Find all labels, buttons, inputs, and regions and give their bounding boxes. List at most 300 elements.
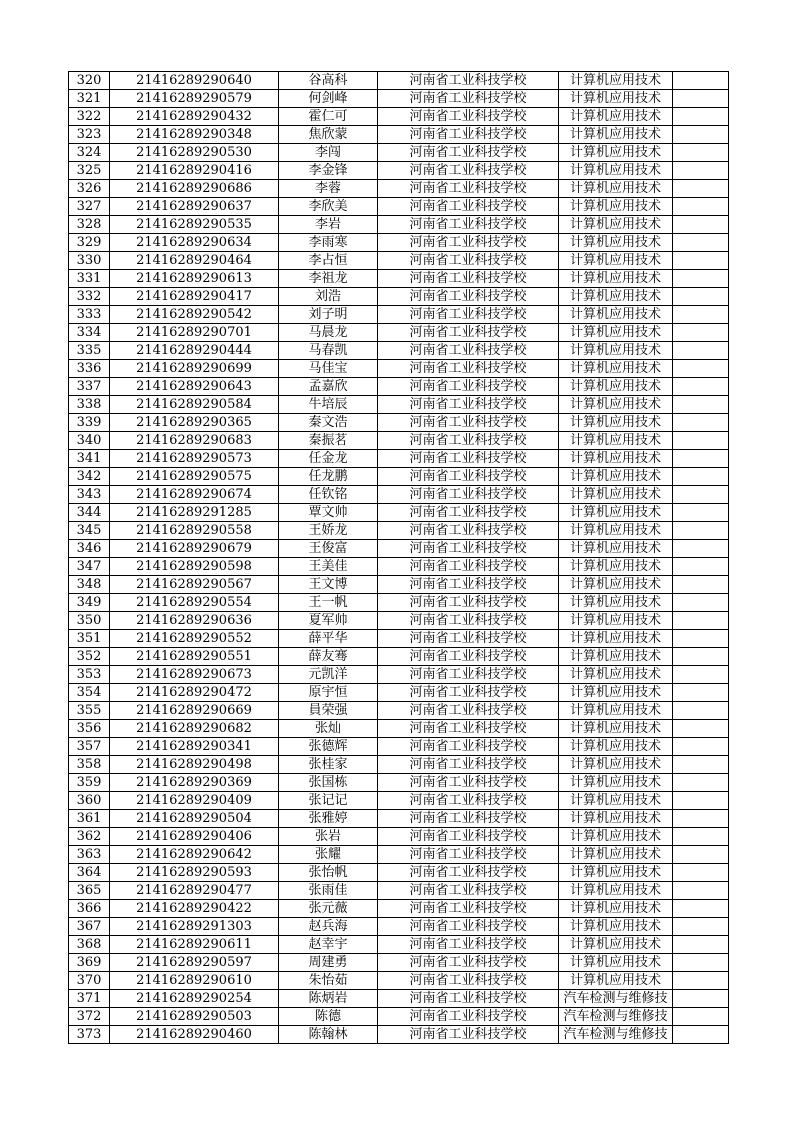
student-id: 21416289290579: [110, 90, 279, 108]
major-name: 计算机应用技术: [559, 378, 673, 396]
student-name: 王美佳: [279, 558, 378, 576]
extra-cell: [673, 252, 729, 270]
extra-cell: [673, 324, 729, 342]
student-name: 焦欣蒙: [279, 126, 378, 144]
extra-cell: [673, 1008, 729, 1026]
table-row: [69, 450, 729, 468]
student-name: 陈翰林: [279, 1026, 378, 1044]
student-id: 21416289291303: [110, 918, 279, 936]
row-number: 364: [69, 864, 110, 882]
table-row: [69, 558, 729, 576]
table-row: [69, 864, 729, 882]
major-name: 计算机应用技术: [559, 522, 673, 540]
student-id: 21416289290369: [110, 774, 279, 792]
extra-cell: [673, 432, 729, 450]
extra-cell: [673, 684, 729, 702]
table-row: [69, 252, 729, 270]
row-number: 331: [69, 270, 110, 288]
major-name: 计算机应用技术: [559, 828, 673, 846]
major-name: 计算机应用技术: [559, 234, 673, 252]
row-number: 336: [69, 360, 110, 378]
student-name: 刘浩: [279, 288, 378, 306]
row-number: 346: [69, 540, 110, 558]
student-name: 张记记: [279, 792, 378, 810]
school-name: 河南省工业科技学校: [378, 270, 559, 288]
row-number: 362: [69, 828, 110, 846]
student-name: 张德辉: [279, 738, 378, 756]
major-name: 计算机应用技术: [559, 450, 673, 468]
school-name: 河南省工业科技学校: [378, 72, 559, 90]
table-row: [69, 198, 729, 216]
row-number: 350: [69, 612, 110, 630]
school-name: 河南省工业科技学校: [378, 738, 559, 756]
table-row: [69, 378, 729, 396]
table-row: [69, 414, 729, 432]
student-name: 张耀: [279, 846, 378, 864]
school-name: 河南省工业科技学校: [378, 540, 559, 558]
student-id: 21416289290498: [110, 756, 279, 774]
extra-cell: [673, 306, 729, 324]
student-id: 21416289290686: [110, 180, 279, 198]
row-number: 339: [69, 414, 110, 432]
major-name: 计算机应用技术: [559, 810, 673, 828]
student-name: 覃文帅: [279, 504, 378, 522]
student-name: 赵幸宇: [279, 936, 378, 954]
student-id: 21416289290567: [110, 576, 279, 594]
school-name: 河南省工业科技学校: [378, 846, 559, 864]
school-name: 河南省工业科技学校: [378, 918, 559, 936]
table-row: [69, 432, 729, 450]
student-name: 李雨寒: [279, 234, 378, 252]
extra-cell: [673, 612, 729, 630]
student-name: 张怡帆: [279, 864, 378, 882]
major-name: 计算机应用技术: [559, 630, 673, 648]
table-row: [69, 918, 729, 936]
major-name: 计算机应用技术: [559, 342, 673, 360]
extra-cell: [673, 990, 729, 1008]
school-name: 河南省工业科技学校: [378, 576, 559, 594]
row-number: 349: [69, 594, 110, 612]
major-name: 计算机应用技术: [559, 612, 673, 630]
table-row: [69, 306, 729, 324]
table-row: [69, 792, 729, 810]
row-number: 326: [69, 180, 110, 198]
major-name: 计算机应用技术: [559, 126, 673, 144]
student-name: 何剑峰: [279, 90, 378, 108]
student-name: 薛平华: [279, 630, 378, 648]
extra-cell: [673, 90, 729, 108]
student-id: 21416289290643: [110, 378, 279, 396]
student-name: 薛友骞: [279, 648, 378, 666]
student-name: 李闯: [279, 144, 378, 162]
major-name: 计算机应用技术: [559, 702, 673, 720]
extra-cell: [673, 486, 729, 504]
student-name: 马晨龙: [279, 324, 378, 342]
student-id: 21416289290464: [110, 252, 279, 270]
student-id: 21416289290673: [110, 666, 279, 684]
major-name: 计算机应用技术: [559, 432, 673, 450]
extra-cell: [673, 1026, 729, 1044]
extra-cell: [673, 792, 729, 810]
student-id: 21416289290679: [110, 540, 279, 558]
school-name: 河南省工业科技学校: [378, 432, 559, 450]
student-name: 任金龙: [279, 450, 378, 468]
roster-table: [68, 71, 729, 1044]
table-row: [69, 108, 729, 126]
row-number: 342: [69, 468, 110, 486]
extra-cell: [673, 180, 729, 198]
student-id: 21416289290422: [110, 900, 279, 918]
row-number: 327: [69, 198, 110, 216]
major-name: 计算机应用技术: [559, 486, 673, 504]
extra-cell: [673, 864, 729, 882]
row-number: 329: [69, 234, 110, 252]
row-number: 348: [69, 576, 110, 594]
school-name: 河南省工业科技学校: [378, 756, 559, 774]
table-row: [69, 756, 729, 774]
school-name: 河南省工业科技学校: [378, 828, 559, 846]
student-name: 张桂家: [279, 756, 378, 774]
table-row: [69, 900, 729, 918]
student-name: 李占恒: [279, 252, 378, 270]
row-number: 321: [69, 90, 110, 108]
table-row: [69, 720, 729, 738]
major-name: 计算机应用技术: [559, 252, 673, 270]
student-id: 21416289290597: [110, 954, 279, 972]
extra-cell: [673, 522, 729, 540]
student-id: 21416289290554: [110, 594, 279, 612]
table-row: [69, 72, 729, 90]
extra-cell: [673, 630, 729, 648]
student-id: 21416289290552: [110, 630, 279, 648]
student-name: 张雅婷: [279, 810, 378, 828]
table-row: [69, 288, 729, 306]
row-number: 360: [69, 792, 110, 810]
extra-cell: [673, 900, 729, 918]
school-name: 河南省工业科技学校: [378, 522, 559, 540]
row-number: 365: [69, 882, 110, 900]
extra-cell: [673, 360, 729, 378]
row-number: 324: [69, 144, 110, 162]
student-id: 21416289290503: [110, 1008, 279, 1026]
school-name: 河南省工业科技学校: [378, 1026, 559, 1044]
table-row: [69, 540, 729, 558]
student-name: 王俊富: [279, 540, 378, 558]
student-id: 21416289290611: [110, 936, 279, 954]
row-number: 353: [69, 666, 110, 684]
extra-cell: [673, 648, 729, 666]
row-number: 330: [69, 252, 110, 270]
table-row: [69, 144, 729, 162]
school-name: 河南省工业科技学校: [378, 396, 559, 414]
school-name: 河南省工业科技学校: [378, 504, 559, 522]
row-number: 359: [69, 774, 110, 792]
student-id: 21416289290444: [110, 342, 279, 360]
major-name: 计算机应用技术: [559, 594, 673, 612]
school-name: 河南省工业科技学校: [378, 954, 559, 972]
student-name: 赵兵海: [279, 918, 378, 936]
school-name: 河南省工业科技学校: [378, 684, 559, 702]
table-row: [69, 828, 729, 846]
major-name: 计算机应用技术: [559, 108, 673, 126]
school-name: 河南省工业科技学校: [378, 900, 559, 918]
school-name: 河南省工业科技学校: [378, 774, 559, 792]
student-id: 21416289290530: [110, 144, 279, 162]
school-name: 河南省工业科技学校: [378, 792, 559, 810]
extra-cell: [673, 396, 729, 414]
table-row: [69, 846, 729, 864]
student-id: 21416289290636: [110, 612, 279, 630]
row-number: 352: [69, 648, 110, 666]
major-name: 计算机应用技术: [559, 504, 673, 522]
school-name: 河南省工业科技学校: [378, 180, 559, 198]
table-row: [69, 990, 729, 1008]
table-row: [69, 180, 729, 198]
major-name: 计算机应用技术: [559, 720, 673, 738]
student-name: 李蓉: [279, 180, 378, 198]
table-row: [69, 630, 729, 648]
student-id: 21416289290417: [110, 288, 279, 306]
student-name: 马春凯: [279, 342, 378, 360]
row-number: 334: [69, 324, 110, 342]
student-id: 21416289291285: [110, 504, 279, 522]
extra-cell: [673, 846, 729, 864]
school-name: 河南省工业科技学校: [378, 594, 559, 612]
extra-cell: [673, 882, 729, 900]
major-name: 计算机应用技术: [559, 396, 673, 414]
major-name: 计算机应用技术: [559, 90, 673, 108]
student-name: 朱怡茹: [279, 972, 378, 990]
student-name: 陈德: [279, 1008, 378, 1026]
student-id: 21416289290472: [110, 684, 279, 702]
row-number: 325: [69, 162, 110, 180]
table-row: [69, 684, 729, 702]
major-name: 计算机应用技术: [559, 414, 673, 432]
major-name: 计算机应用技术: [559, 288, 673, 306]
table-row: [69, 954, 729, 972]
student-id: 21416289290409: [110, 792, 279, 810]
student-name: 李岩: [279, 216, 378, 234]
school-name: 河南省工业科技学校: [378, 648, 559, 666]
student-name: 元凯洋: [279, 666, 378, 684]
row-number: 372: [69, 1008, 110, 1026]
major-name: 计算机应用技术: [559, 468, 673, 486]
student-id: 21416289290640: [110, 72, 279, 90]
extra-cell: [673, 450, 729, 468]
row-number: 367: [69, 918, 110, 936]
major-name: 汽车检测与维修技: [559, 1026, 673, 1044]
student-name: 秦振茗: [279, 432, 378, 450]
table-row: [69, 972, 729, 990]
student-id: 21416289290682: [110, 720, 279, 738]
row-number: 368: [69, 936, 110, 954]
extra-cell: [673, 270, 729, 288]
school-name: 河南省工业科技学校: [378, 936, 559, 954]
extra-cell: [673, 198, 729, 216]
extra-cell: [673, 936, 729, 954]
row-number: 335: [69, 342, 110, 360]
row-number: 338: [69, 396, 110, 414]
extra-cell: [673, 414, 729, 432]
row-number: 361: [69, 810, 110, 828]
major-name: 计算机应用技术: [559, 648, 673, 666]
major-name: 计算机应用技术: [559, 846, 673, 864]
student-id: 21416289290535: [110, 216, 279, 234]
major-name: 计算机应用技术: [559, 270, 673, 288]
student-name: 张元薇: [279, 900, 378, 918]
extra-cell: [673, 468, 729, 486]
student-id: 21416289290699: [110, 360, 279, 378]
student-name: 王一帆: [279, 594, 378, 612]
student-id: 21416289290642: [110, 846, 279, 864]
row-number: 333: [69, 306, 110, 324]
extra-cell: [673, 810, 729, 828]
student-name: 任钦铭: [279, 486, 378, 504]
school-name: 河南省工业科技学校: [378, 288, 559, 306]
student-id: 21416289290575: [110, 468, 279, 486]
student-id: 21416289290477: [110, 882, 279, 900]
student-id: 21416289290504: [110, 810, 279, 828]
extra-cell: [673, 72, 729, 90]
table-row: [69, 324, 729, 342]
major-name: 计算机应用技术: [559, 306, 673, 324]
school-name: 河南省工业科技学校: [378, 666, 559, 684]
student-name: 霍仁可: [279, 108, 378, 126]
student-name: 张岩: [279, 828, 378, 846]
row-number: 323: [69, 126, 110, 144]
student-name: 任龙鹏: [279, 468, 378, 486]
school-name: 河南省工业科技学校: [378, 630, 559, 648]
major-name: 计算机应用技术: [559, 198, 673, 216]
student-id: 21416289290348: [110, 126, 279, 144]
major-name: 计算机应用技术: [559, 864, 673, 882]
table-row: [69, 936, 729, 954]
student-name: 李欣美: [279, 198, 378, 216]
table-row: [69, 360, 729, 378]
table-row: [69, 522, 729, 540]
extra-cell: [673, 738, 729, 756]
student-id: 21416289290593: [110, 864, 279, 882]
school-name: 河南省工业科技学校: [378, 234, 559, 252]
row-number: 355: [69, 702, 110, 720]
row-number: 370: [69, 972, 110, 990]
table-row: [69, 468, 729, 486]
major-name: 计算机应用技术: [559, 144, 673, 162]
row-number: 347: [69, 558, 110, 576]
student-name: 王娇龙: [279, 522, 378, 540]
school-name: 河南省工业科技学校: [378, 810, 559, 828]
table-row: [69, 234, 729, 252]
table-row: [69, 1008, 729, 1026]
student-name: 张雨佳: [279, 882, 378, 900]
major-name: 计算机应用技术: [559, 162, 673, 180]
student-id: 21416289290365: [110, 414, 279, 432]
extra-cell: [673, 558, 729, 576]
school-name: 河南省工业科技学校: [378, 486, 559, 504]
school-name: 河南省工业科技学校: [378, 252, 559, 270]
major-name: 计算机应用技术: [559, 666, 673, 684]
major-name: 计算机应用技术: [559, 576, 673, 594]
school-name: 河南省工业科技学校: [378, 612, 559, 630]
extra-cell: [673, 756, 729, 774]
row-number: 340: [69, 432, 110, 450]
extra-cell: [673, 504, 729, 522]
row-number: 373: [69, 1026, 110, 1044]
row-number: 332: [69, 288, 110, 306]
student-name: 陈炳岩: [279, 990, 378, 1008]
student-name: 张灿: [279, 720, 378, 738]
row-number: 357: [69, 738, 110, 756]
student-id: 21416289290416: [110, 162, 279, 180]
extra-cell: [673, 774, 729, 792]
extra-cell: [673, 378, 729, 396]
major-name: 计算机应用技术: [559, 360, 673, 378]
row-number: 371: [69, 990, 110, 1008]
student-name: 原宇恒: [279, 684, 378, 702]
table-row: [69, 810, 729, 828]
row-number: 358: [69, 756, 110, 774]
row-number: 337: [69, 378, 110, 396]
table-row: [69, 612, 729, 630]
table-row: [69, 666, 729, 684]
table-row: [69, 594, 729, 612]
student-id: 21416289290406: [110, 828, 279, 846]
student-id: 21416289290669: [110, 702, 279, 720]
student-id: 21416289290637: [110, 198, 279, 216]
school-name: 河南省工业科技学校: [378, 1008, 559, 1026]
student-name: 谷高科: [279, 72, 378, 90]
major-name: 计算机应用技术: [559, 558, 673, 576]
major-name: 计算机应用技术: [559, 954, 673, 972]
student-id: 21416289290598: [110, 558, 279, 576]
major-name: 计算机应用技术: [559, 936, 673, 954]
table-row: [69, 126, 729, 144]
extra-cell: [673, 720, 729, 738]
extra-cell: [673, 666, 729, 684]
student-id: 21416289290432: [110, 108, 279, 126]
student-name: 牛培辰: [279, 396, 378, 414]
row-number: 351: [69, 630, 110, 648]
school-name: 河南省工业科技学校: [378, 216, 559, 234]
school-name: 河南省工业科技学校: [378, 378, 559, 396]
major-name: 计算机应用技术: [559, 774, 673, 792]
student-id: 21416289290542: [110, 306, 279, 324]
table-row: [69, 576, 729, 594]
row-number: 343: [69, 486, 110, 504]
major-name: 计算机应用技术: [559, 972, 673, 990]
table-row: [69, 162, 729, 180]
student-name: 王文博: [279, 576, 378, 594]
row-number: 366: [69, 900, 110, 918]
extra-cell: [673, 972, 729, 990]
student-id: 21416289290551: [110, 648, 279, 666]
major-name: 计算机应用技术: [559, 882, 673, 900]
major-name: 计算机应用技术: [559, 738, 673, 756]
student-id: 21416289290674: [110, 486, 279, 504]
school-name: 河南省工业科技学校: [378, 720, 559, 738]
student-id: 21416289290613: [110, 270, 279, 288]
major-name: 汽车检测与维修技: [559, 1008, 673, 1026]
student-id: 21416289290341: [110, 738, 279, 756]
school-name: 河南省工业科技学校: [378, 108, 559, 126]
student-id: 21416289290573: [110, 450, 279, 468]
school-name: 河南省工业科技学校: [378, 558, 559, 576]
student-name: 马佳宝: [279, 360, 378, 378]
row-number: 345: [69, 522, 110, 540]
extra-cell: [673, 234, 729, 252]
extra-cell: [673, 828, 729, 846]
table-row: [69, 342, 729, 360]
